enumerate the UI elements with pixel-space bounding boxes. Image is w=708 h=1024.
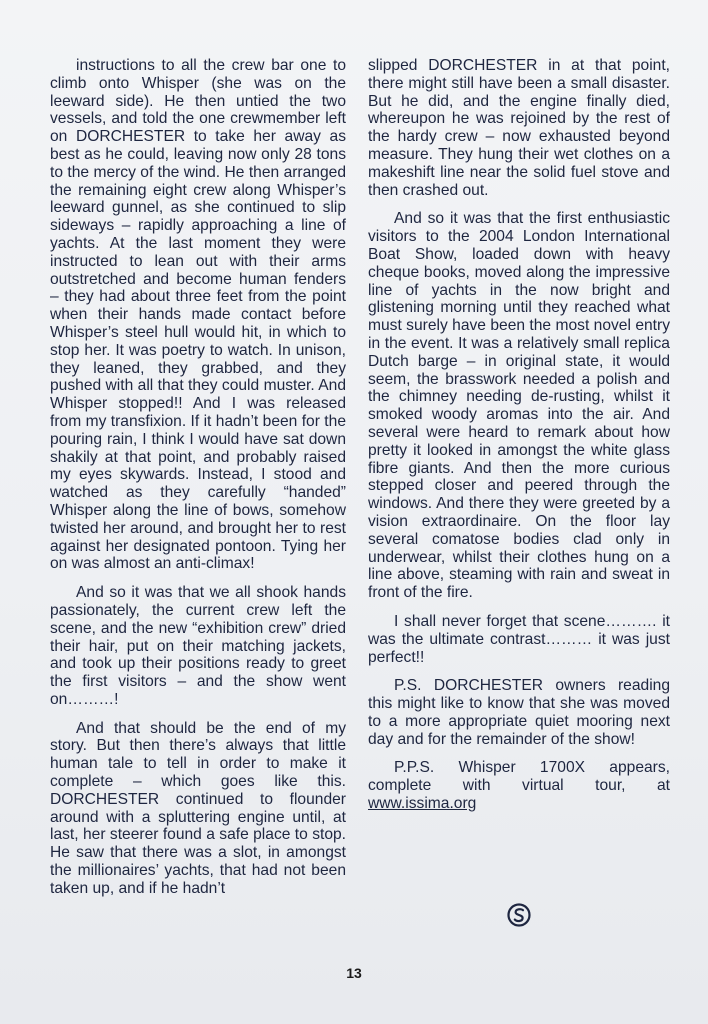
right-paragraph-2: And so it was that the first enthusiastic visitors to the 2004 London International Boat Show, loaded down with heavy cheque books, moved along the impressive line of yachts in the now bright and glistening morning until they reached what must surely have been the most novel entry in the event. It was a relatively small replica Dutch barge – in original state, it would seem, the brasswork needed a polish and the chimney needing de-rusting, whilst it smoked woody aromas into the air. And several were heard to remark about how pretty it looked in amongst the white glass fibre giants. And then the more curious stepped closer and peered through the windows. And there they were greeted by a vision extraordinaire. On the floor lay several comatose bodies clad only in underwear, whilst their clothes hung on a line above, steaming with rain and sweat in front of the fire.	[368, 210, 670, 602]
left-column	[50, 57, 346, 909]
left-paragraph-1: instructions to all the crew bar one to climb onto Whisper (she was on the leeward side). He then untied the two vessels, and told the one crewmember left on DORCHESTER to take her away as best as he could, leaving now only 28 tons to the mercy of the wind. He then arranged the remaining eight crew along Whisper’s leeward gunnel, as she continued to slip sideways – rapidly approaching a line of yachts. At the last moment they were instructed to lean out with their arms outstretched and become human fenders – they had about three feet from the point when their hands made contact before Whisper’s steel hull would hit, in which to stop her. It was poetry to watch. In unison, they leaned, they grabbed, and they pushed with all that they could muster. And Whisper stopped!! And I was released from my transfixion. If it hadn’t been for the pouring rain, I think I would have sat down shakily at that point, and probably raised my eyes skywards. Instead, I stood and watched as they carefully “handed” Whisper along the line of bows, somehow twisted her around, and brought her to rest against her designated pontoon. Tying her on was almost an anti-climax!	[50, 57, 346, 573]
right-paragraph-1: slipped DORCHESTER in at that point, there might still have been a small disaster. But he did, and the engine finally died, whereupon he was rejoined by the rest of the hardy crew – now exhausted beyond measure. They hung their wet clothes on a makeshift line near the solid fuel stove and then crashed out.	[368, 57, 670, 199]
s-end-mark-icon	[506, 902, 532, 928]
right-paragraph-3: I shall never forget that scene………. it was the ultimate contrast……… it was just perfect!!	[368, 612, 670, 666]
page-number: 13	[346, 965, 362, 981]
website-link[interactable]: www.issima.org	[368, 795, 477, 813]
left-paragraph-3: And that should be the end of my story. But then there’s always that little human tale to tell in order to make it complete – which goes like this. DORCHESTER continued to flounder around with a spluttering engine until, at last, her steerer found a safe place to stop. He saw that there was a slot, in amongst the millionaires’ yachts, that had not been taken up, and if he hadn’t	[50, 719, 346, 897]
right-paragraph-4: P.S. DORCHESTER owners reading this might like to know that she was moved to a more appropriate quiet mooring next day and for the remainder of the show!	[368, 677, 670, 748]
left-paragraph-2: And so it was that we all shook hands passionately, the current crew left the scene, and the new “exhibition crew” dried their hair, put on their matching jackets, and took up their positions ready to greet the first visitors – and the show went on………!	[50, 584, 346, 708]
right-column	[368, 57, 670, 824]
pps-paragraph	[368, 759, 670, 812]
pps-text: P.P.S. Whisper 1700X appears, complete with virtual tour, at	[368, 759, 670, 795]
